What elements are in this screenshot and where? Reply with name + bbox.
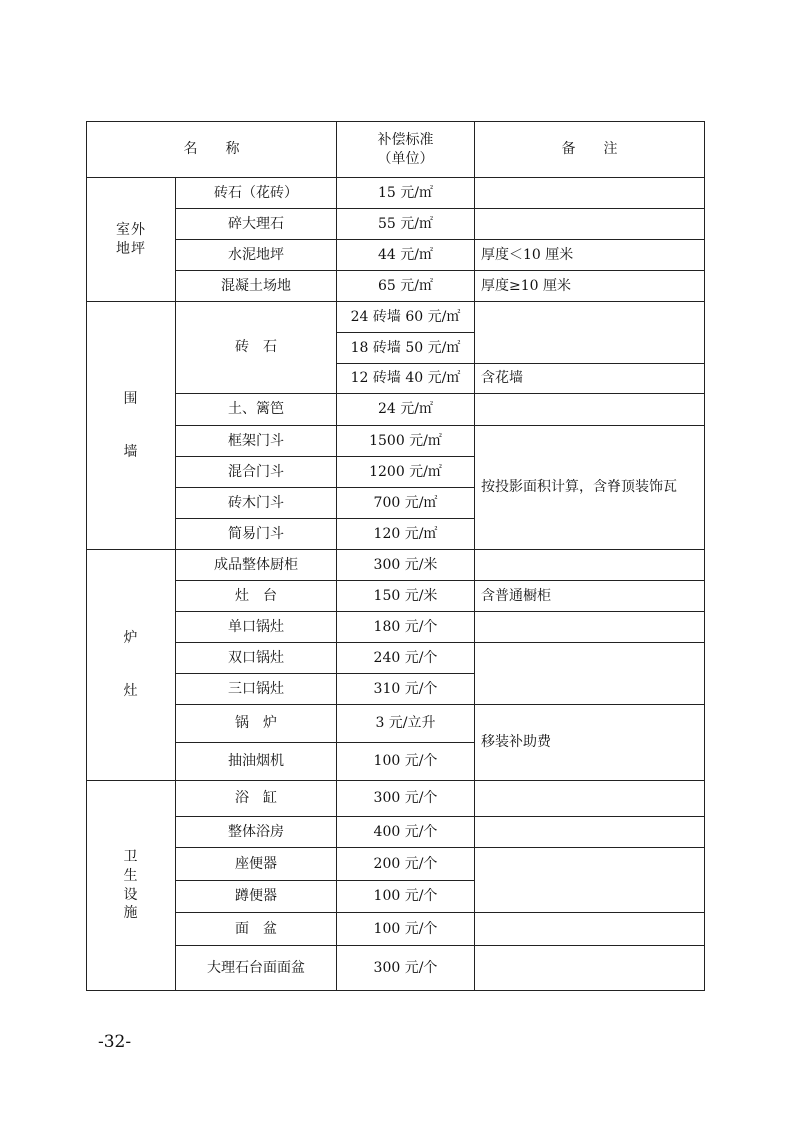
item-name: 灶 台 [176, 581, 337, 612]
item-name: 框架门斗 [176, 426, 337, 457]
item-name: 浴 缸 [176, 781, 337, 817]
item-price: 240 元/个 [337, 643, 475, 674]
group-label-line: 生 [123, 867, 139, 884]
item-price: 1500 元/㎡ [337, 426, 475, 457]
table-row [87, 178, 705, 209]
group-label-sanitary [87, 781, 176, 991]
item-price: 15 元/㎡ [337, 178, 475, 209]
item-price: 55 元/㎡ [337, 209, 475, 240]
item-price: 1200 元/㎡ [337, 457, 475, 488]
item-name: 成品整体厨柜 [176, 550, 337, 581]
item-note [475, 913, 705, 946]
item-price: 65 元/㎡ [337, 271, 475, 302]
item-name: 砖石（花砖） [176, 178, 337, 209]
table-row [87, 705, 705, 743]
item-name: 土、篱笆 [176, 394, 337, 426]
item-price: 300 元/个 [337, 946, 475, 991]
table-row [87, 817, 705, 848]
item-note: 厚度≥10 厘米 [475, 271, 705, 302]
table-row [87, 781, 705, 817]
table-row [87, 302, 705, 333]
item-name: 蹲便器 [176, 881, 337, 913]
item-name: 砖木门斗 [176, 488, 337, 519]
item-name: 双口锅灶 [176, 643, 337, 674]
item-note [475, 612, 705, 643]
item-price: 18 砖墙 50 元/㎡ [337, 333, 475, 364]
item-note [475, 946, 705, 991]
item-price: 300 元/米 [337, 550, 475, 581]
item-name: 座便器 [176, 848, 337, 881]
item-note: 厚度＜10 厘米 [475, 240, 705, 271]
item-name: 碎大理石 [176, 209, 337, 240]
item-price: 120 元/㎡ [337, 519, 475, 550]
item-price: 100 元/个 [337, 881, 475, 913]
group-label-line: 地坪 [116, 240, 146, 257]
header-standard-line2: （单位） [377, 150, 434, 167]
item-note [475, 394, 705, 426]
header-name: 名 称 [87, 122, 337, 178]
table-row [87, 913, 705, 946]
item-price: 100 元/个 [337, 743, 475, 781]
item-note [475, 209, 705, 240]
group-label-line: 墙 [123, 443, 139, 460]
item-price: 310 元/个 [337, 674, 475, 705]
group-label-line: 灶 [123, 683, 139, 699]
table-row [87, 946, 705, 991]
item-note: 按投影面积计算，含脊顶装饰瓦 [475, 426, 705, 550]
item-note [475, 848, 705, 913]
item-name: 混合门斗 [176, 457, 337, 488]
item-note [475, 178, 705, 209]
group-label-stove [87, 550, 176, 781]
item-note [475, 302, 705, 364]
group-label-line: 室外 [116, 221, 146, 238]
table-row [87, 209, 705, 240]
item-price: 44 元/㎡ [337, 240, 475, 271]
item-note: 移装补助费 [475, 705, 705, 781]
table-row [87, 394, 705, 426]
item-price: 180 元/个 [337, 612, 475, 643]
table-row [87, 240, 705, 271]
header-standard [337, 122, 475, 178]
item-price: 3 元/立升 [337, 705, 475, 743]
table-row [87, 643, 705, 674]
item-price: 300 元/个 [337, 781, 475, 817]
item-price: 700 元/㎡ [337, 488, 475, 519]
item-price: 100 元/个 [337, 913, 475, 946]
group-label-line: 设 [123, 886, 139, 903]
table-row [87, 848, 705, 881]
page-number: -32- [98, 1032, 132, 1052]
group-label-outdoor [87, 178, 176, 302]
item-note: 含普通橱柜 [475, 581, 705, 612]
item-note [475, 781, 705, 817]
item-price: 400 元/个 [337, 817, 475, 848]
item-name: 混凝土场地 [176, 271, 337, 302]
group-label-line: 施 [123, 905, 139, 922]
item-price: 150 元/米 [337, 581, 475, 612]
item-price: 24 元/㎡ [337, 394, 475, 426]
group-label-wall [87, 302, 176, 550]
item-name: 简易门斗 [176, 519, 337, 550]
group-label-line: 围 [123, 390, 139, 407]
item-note [475, 550, 705, 581]
item-note [475, 817, 705, 848]
item-name: 三口锅灶 [176, 674, 337, 705]
table-row [87, 426, 705, 457]
item-name: 单口锅灶 [176, 612, 337, 643]
item-name: 面 盆 [176, 913, 337, 946]
item-name: 水泥地坪 [176, 240, 337, 271]
item-note: 含花墙 [475, 364, 705, 394]
item-name: 锅 炉 [176, 705, 337, 743]
item-name: 抽油烟机 [176, 743, 337, 781]
table-row [87, 581, 705, 612]
item-name: 砖 石 [176, 302, 337, 394]
item-name: 整体浴房 [176, 817, 337, 848]
table-row [87, 612, 705, 643]
item-price: 24 砖墙 60 元/㎡ [337, 302, 475, 333]
item-note [475, 643, 705, 705]
item-price: 12 砖墙 40 元/㎡ [337, 364, 475, 394]
compensation-table [86, 121, 705, 991]
group-label-line: 卫 [123, 848, 139, 865]
header-remarks: 备 注 [475, 122, 705, 178]
item-name: 大理石台面面盆 [176, 946, 337, 991]
table-row [87, 271, 705, 302]
table-row [87, 550, 705, 581]
header-standard-line1: 补偿标准 [377, 131, 434, 148]
group-label-line: 炉 [123, 630, 139, 647]
header-row [87, 122, 705, 178]
item-price: 200 元/个 [337, 848, 475, 881]
